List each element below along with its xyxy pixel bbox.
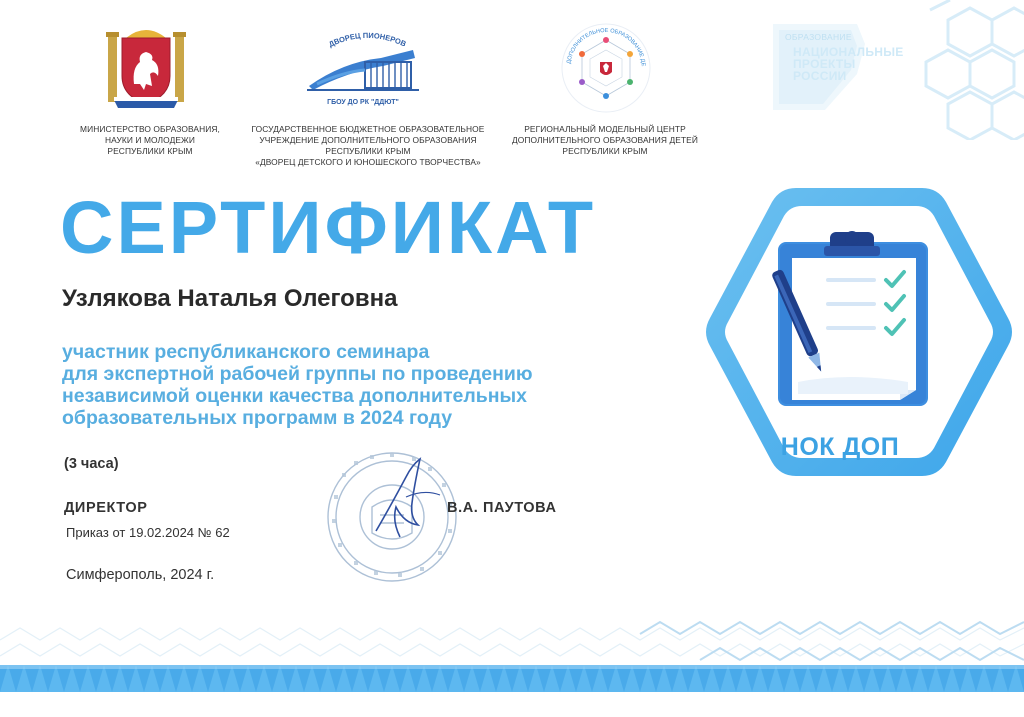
crimea-coat-of-arms-icon bbox=[104, 24, 188, 114]
np-top-text: ОБРАЗОВАНИЕ bbox=[785, 32, 852, 42]
ministry-caption: МИНИСТЕРСТВО ОБРАЗОВАНИЯ, НАУКИ И МОЛОДЕЖИ РЕСПУБЛИКИ КРЫМ bbox=[80, 124, 220, 156]
palace-caption: ГОСУДАРСТВЕННОЕ БЮДЖЕТНОЕ ОБРАЗОВАТЕЛЬНОЕ УЧРЕЖДЕНИЕ ДОПОЛНИТЕЛЬНОГО ОБРАЗОВАНИЯ РЕСПУБЛИКИ КРЫМ «ДВОРЕЦ ДЕТСКОГО И ЮНОШЕСКОГО ТВОРЧЕСТВА» bbox=[251, 124, 485, 167]
footer-band bbox=[0, 665, 1024, 692]
nok-dop-label: НОК ДОП bbox=[780, 433, 900, 461]
svg-text:ДОПОЛНИТЕЛЬНОЕ ОБРАЗОВАНИЕ ДЕТ bbox=[560, 22, 646, 67]
description-line: участник республиканского семинара bbox=[62, 341, 430, 363]
description bbox=[62, 341, 662, 429]
director-name: В.А. ПАУТОВА bbox=[447, 500, 557, 516]
palace-logo-bottom-text: ГБОУ ДО РК "ДДЮТ" bbox=[327, 99, 399, 106]
pen-icon bbox=[770, 264, 830, 384]
description-line: для экспертной рабочей группы по проведению bbox=[62, 363, 533, 385]
certificate-title: СЕРТИФИКАТ bbox=[60, 186, 597, 269]
national-projects-badge bbox=[765, 14, 904, 114]
children-education-center-icon bbox=[560, 22, 652, 114]
city-year: Симферополь, 2024 г. bbox=[66, 567, 215, 583]
hours-label: (3 часа) bbox=[64, 456, 119, 472]
recipient-name: Узлякова Наталья Олеговна bbox=[62, 285, 398, 312]
palace-building-icon bbox=[303, 28, 423, 108]
description-line: независимой оценки качества дополнительных bbox=[62, 385, 527, 407]
center-logo-ring-text: ДОПОЛНИТЕЛЬНОЕ ОБРАЗОВАНИЕ ДЕ bbox=[566, 27, 647, 67]
description-line: образовательных программ в 2024 году bbox=[62, 407, 453, 429]
director-title: ДИРЕКТОР bbox=[64, 500, 148, 516]
palace-logo-top-text: ДВОРЕЦ ПИОНЕРОВ bbox=[327, 30, 408, 49]
order-reference: Приказ от 19.02.2024 № 62 bbox=[66, 525, 230, 540]
center-caption: РЕГИОНАЛЬНЫЙ МОДЕЛЬНЫЙ ЦЕНТР ДОПОЛНИТЕЛЬНОГО ОБРАЗОВАНИЯ ДЕТЕЙ РЕСПУБЛИКИ КРЫМ bbox=[512, 124, 698, 156]
np-title: НАЦИОНАЛЬНЫЕ ПРОЕКТЫ РОССИИ bbox=[793, 45, 904, 83]
footer-hex-pattern bbox=[0, 600, 1024, 670]
svg-text:ДВОРЕЦ ПИОНЕРОВ bbox=[327, 31, 408, 49]
